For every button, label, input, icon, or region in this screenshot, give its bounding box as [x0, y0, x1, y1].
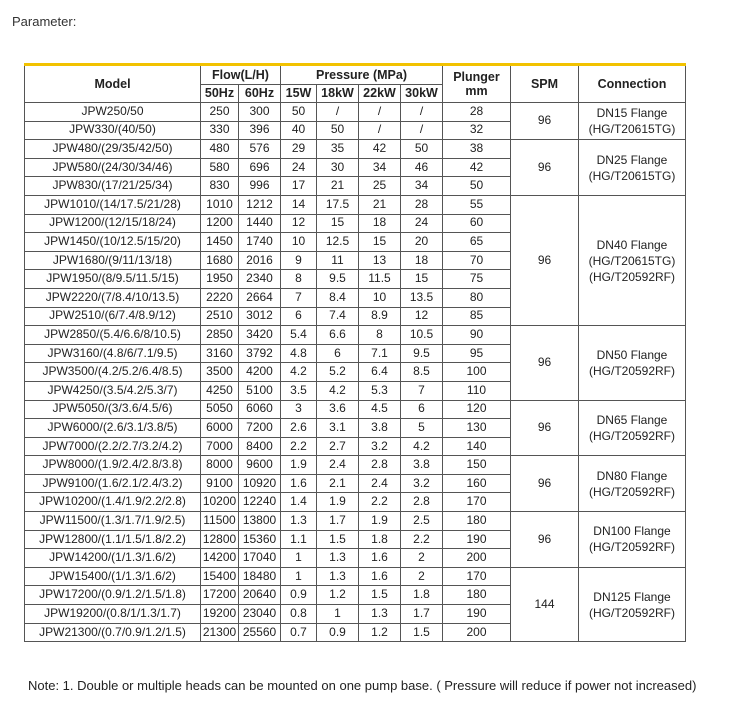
cell-flow-50hz: 5050: [201, 400, 239, 419]
table-row: [25, 512, 686, 531]
cell-model: JPW10200/(1.4/1.9/2.2/2.8): [25, 493, 201, 512]
header-50hz: 50Hz: [201, 85, 239, 103]
cell-pressure-15w: 3: [281, 400, 317, 419]
cell-pressure-22kw: 42: [359, 140, 401, 159]
cell-pressure-22kw: 2.8: [359, 456, 401, 475]
cell-model: JPW9100/(1.6/2.1/2.4/3.2): [25, 474, 201, 493]
cell-flow-50hz: 1950: [201, 270, 239, 289]
cell-pressure-30kw: 34: [401, 177, 443, 196]
cell-model: JPW2510/(6/7.4/8.9/12): [25, 307, 201, 326]
cell-pressure-30kw: 2: [401, 549, 443, 568]
cell-pressure-15w: 1.1: [281, 530, 317, 549]
cell-pressure-30kw: /: [401, 121, 443, 140]
cell-pressure-30kw: 7: [401, 381, 443, 400]
cell-flow-50hz: 6000: [201, 419, 239, 438]
cell-model: JPW12800/(1.1/1.5/1.8/2.2): [25, 530, 201, 549]
cell-plunger: 190: [443, 605, 511, 624]
connection-line: DN65 Flange: [596, 412, 668, 427]
header-connection: Connection: [579, 65, 686, 103]
cell-pressure-15w: 1: [281, 549, 317, 568]
cell-flow-50hz: 21300: [201, 623, 239, 642]
cell-pressure-15w: 4.2: [281, 363, 317, 382]
cell-flow-50hz: 14200: [201, 549, 239, 568]
cell-pressure-15w: 24: [281, 158, 317, 177]
cell-pressure-18kw: 11: [317, 251, 359, 270]
cell-spm: 96: [511, 400, 579, 456]
connection-line: (HG/T20592RF): [588, 605, 676, 620]
table-row: [25, 326, 686, 345]
header-18kw: 18kW: [317, 85, 359, 103]
connection-line: DN125 Flange: [593, 589, 671, 604]
cell-plunger: 190: [443, 530, 511, 549]
cell-model: JPW3160/(4.8/6/7.1/9.5): [25, 344, 201, 363]
header-plunger-label: Plunger: [453, 69, 500, 84]
cell-flow-60hz: 7200: [239, 419, 281, 438]
cell-flow-50hz: 1200: [201, 214, 239, 233]
connection-line: (HG/T20615TG): [588, 122, 676, 137]
cell-plunger: 170: [443, 493, 511, 512]
cell-flow-60hz: 1212: [239, 195, 281, 214]
cell-pressure-22kw: 8: [359, 326, 401, 345]
table-row: [25, 195, 686, 214]
cell-model: JPW21300/(0.7/0.9/1.2/1.5): [25, 623, 201, 642]
cell-flow-60hz: 13800: [239, 512, 281, 531]
cell-pressure-22kw: 4.5: [359, 400, 401, 419]
connection-line: (HG/T20592RF): [588, 540, 676, 555]
cell-connection: [579, 195, 686, 325]
cell-plunger: 140: [443, 437, 511, 456]
cell-flow-50hz: 1010: [201, 195, 239, 214]
cell-pressure-30kw: 3.8: [401, 456, 443, 475]
connection-line: (HG/T20615TG): [588, 168, 676, 183]
cell-pressure-22kw: 1.5: [359, 586, 401, 605]
cell-flow-50hz: 580: [201, 158, 239, 177]
cell-pressure-18kw: 2.4: [317, 456, 359, 475]
cell-pressure-22kw: 1.3: [359, 605, 401, 624]
cell-pressure-18kw: /: [317, 103, 359, 122]
header-flow: Flow(L/H): [201, 65, 281, 85]
cell-model: JPW15400/(1/1.3/1.6/2): [25, 567, 201, 586]
cell-model: JPW14200/(1/1.3/1.6/2): [25, 549, 201, 568]
cell-pressure-22kw: 7.1: [359, 344, 401, 363]
cell-flow-50hz: 9100: [201, 474, 239, 493]
connection-line: (HG/T20592RF): [588, 428, 676, 443]
table-row: [25, 140, 686, 159]
cell-pressure-30kw: 18: [401, 251, 443, 270]
cell-plunger: 38: [443, 140, 511, 159]
cell-flow-50hz: 19200: [201, 605, 239, 624]
cell-pressure-15w: 6: [281, 307, 317, 326]
cell-pressure-15w: 17: [281, 177, 317, 196]
cell-pressure-30kw: 10.5: [401, 326, 443, 345]
cell-flow-50hz: 830: [201, 177, 239, 196]
cell-plunger: 200: [443, 549, 511, 568]
cell-pressure-30kw: 1.5: [401, 623, 443, 642]
cell-flow-50hz: 2850: [201, 326, 239, 345]
cell-plunger: 180: [443, 586, 511, 605]
cell-flow-50hz: 2220: [201, 288, 239, 307]
header-60hz: 60Hz: [239, 85, 281, 103]
header-22kw: 22kW: [359, 85, 401, 103]
cell-pressure-15w: 1: [281, 567, 317, 586]
cell-pressure-18kw: 1.2: [317, 586, 359, 605]
cell-flow-60hz: 396: [239, 121, 281, 140]
connection-line: (HG/T20615TG): [588, 253, 676, 268]
cell-pressure-18kw: 1: [317, 605, 359, 624]
cell-pressure-15w: 14: [281, 195, 317, 214]
cell-pressure-22kw: 3.8: [359, 419, 401, 438]
cell-flow-50hz: 1680: [201, 251, 239, 270]
cell-pressure-30kw: 4.2: [401, 437, 443, 456]
cell-pressure-22kw: 2.4: [359, 474, 401, 493]
connection-line: DN100 Flange: [593, 524, 671, 539]
cell-model: JPW8000/(1.9/2.4/2.8/3.8): [25, 456, 201, 475]
cell-plunger: 90: [443, 326, 511, 345]
cell-pressure-22kw: 6.4: [359, 363, 401, 382]
cell-flow-60hz: 6060: [239, 400, 281, 419]
table-row: [25, 103, 686, 122]
cell-pressure-15w: 12: [281, 214, 317, 233]
cell-pressure-30kw: 13.5: [401, 288, 443, 307]
parameter-table: [24, 63, 686, 642]
cell-flow-60hz: 10920: [239, 474, 281, 493]
cell-model: JPW250/50: [25, 103, 201, 122]
table-row: [25, 456, 686, 475]
cell-flow-60hz: 996: [239, 177, 281, 196]
cell-plunger: 95: [443, 344, 511, 363]
cell-plunger: 180: [443, 512, 511, 531]
connection-line: DN80 Flange: [596, 468, 668, 483]
cell-pressure-15w: 5.4: [281, 326, 317, 345]
cell-flow-50hz: 7000: [201, 437, 239, 456]
cell-pressure-18kw: 50: [317, 121, 359, 140]
cell-pressure-22kw: 13: [359, 251, 401, 270]
cell-connection: [579, 400, 686, 456]
cell-pressure-22kw: /: [359, 121, 401, 140]
cell-plunger: 50: [443, 177, 511, 196]
cell-model: JPW2850/(5.4/6.6/8/10.5): [25, 326, 201, 345]
cell-pressure-30kw: 15: [401, 270, 443, 289]
cell-spm: 96: [511, 326, 579, 400]
cell-model: JPW3500/(4.2/5.2/6.4/8.5): [25, 363, 201, 382]
header-spm: SPM: [511, 65, 579, 103]
cell-plunger: 55: [443, 195, 511, 214]
cell-pressure-22kw: 21: [359, 195, 401, 214]
cell-pressure-18kw: 1.3: [317, 567, 359, 586]
header-plunger: [443, 65, 511, 103]
cell-flow-60hz: 576: [239, 140, 281, 159]
table-row: [25, 567, 686, 586]
cell-pressure-15w: 29: [281, 140, 317, 159]
cell-pressure-18kw: 2.1: [317, 474, 359, 493]
cell-model: JPW330/(40/50): [25, 121, 201, 140]
cell-flow-50hz: 4250: [201, 381, 239, 400]
cell-pressure-30kw: 6: [401, 400, 443, 419]
cell-model: JPW7000/(2.2/2.7/3.2/4.2): [25, 437, 201, 456]
cell-pressure-15w: 4.8: [281, 344, 317, 363]
cell-flow-60hz: 12240: [239, 493, 281, 512]
cell-flow-60hz: 2340: [239, 270, 281, 289]
cell-pressure-18kw: 0.9: [317, 623, 359, 642]
cell-pressure-15w: 1.4: [281, 493, 317, 512]
cell-flow-60hz: 20640: [239, 586, 281, 605]
cell-pressure-15w: 1.3: [281, 512, 317, 531]
cell-flow-60hz: 1740: [239, 233, 281, 252]
cell-plunger: 150: [443, 456, 511, 475]
cell-flow-50hz: 12800: [201, 530, 239, 549]
connection-line: DN15 Flange: [596, 106, 668, 121]
cell-pressure-22kw: 1.9: [359, 512, 401, 531]
cell-plunger: 70: [443, 251, 511, 270]
cell-pressure-18kw: 1.7: [317, 512, 359, 531]
cell-pressure-18kw: 5.2: [317, 363, 359, 382]
cell-flow-60hz: 25560: [239, 623, 281, 642]
cell-pressure-18kw: 2.7: [317, 437, 359, 456]
cell-flow-50hz: 1450: [201, 233, 239, 252]
cell-flow-50hz: 480: [201, 140, 239, 159]
cell-pressure-30kw: 28: [401, 195, 443, 214]
cell-pressure-30kw: 2: [401, 567, 443, 586]
cell-plunger: 65: [443, 233, 511, 252]
cell-model: JPW4250/(3.5/4.2/5.3/7): [25, 381, 201, 400]
cell-pressure-15w: 0.8: [281, 605, 317, 624]
cell-pressure-22kw: 34: [359, 158, 401, 177]
cell-flow-60hz: 3012: [239, 307, 281, 326]
cell-pressure-30kw: 2.8: [401, 493, 443, 512]
cell-model: JPW11500/(1.3/1.7/1.9/2.5): [25, 512, 201, 531]
cell-pressure-30kw: /: [401, 103, 443, 122]
connection-line: (HG/T20592RF): [588, 484, 676, 499]
cell-pressure-15w: 3.5: [281, 381, 317, 400]
cell-plunger: 100: [443, 363, 511, 382]
footnote: Note: 1. Double or multiple heads can be mounted on one pump base. ( Pressure will reduce if power not increased): [28, 678, 697, 693]
cell-spm: 96: [511, 512, 579, 568]
cell-pressure-30kw: 12: [401, 307, 443, 326]
cell-pressure-30kw: 8.5: [401, 363, 443, 382]
cell-connection: [579, 140, 686, 196]
cell-pressure-22kw: 11.5: [359, 270, 401, 289]
cell-pressure-30kw: 46: [401, 158, 443, 177]
cell-plunger: 200: [443, 623, 511, 642]
cell-pressure-15w: 50: [281, 103, 317, 122]
cell-pressure-15w: 1.6: [281, 474, 317, 493]
cell-pressure-18kw: 1.9: [317, 493, 359, 512]
cell-pressure-18kw: 17.5: [317, 195, 359, 214]
cell-plunger: 42: [443, 158, 511, 177]
cell-flow-50hz: 250: [201, 103, 239, 122]
cell-flow-60hz: 9600: [239, 456, 281, 475]
cell-model: JPW580/(24/30/34/46): [25, 158, 201, 177]
cell-pressure-18kw: 35: [317, 140, 359, 159]
cell-spm: 96: [511, 195, 579, 325]
cell-flow-60hz: 4200: [239, 363, 281, 382]
cell-pressure-30kw: 5: [401, 419, 443, 438]
cell-pressure-22kw: 8.9: [359, 307, 401, 326]
cell-pressure-22kw: 25: [359, 177, 401, 196]
cell-spm: 96: [511, 456, 579, 512]
cell-spm: 144: [511, 567, 579, 641]
cell-pressure-22kw: 1.2: [359, 623, 401, 642]
cell-plunger: 170: [443, 567, 511, 586]
cell-pressure-30kw: 2.2: [401, 530, 443, 549]
cell-pressure-15w: 9: [281, 251, 317, 270]
cell-pressure-15w: 2.6: [281, 419, 317, 438]
connection-line: (HG/T20592RF): [588, 269, 676, 284]
cell-plunger: 160: [443, 474, 511, 493]
cell-model: JPW19200/(0.8/1/1.3/1.7): [25, 605, 201, 624]
cell-connection: [579, 326, 686, 400]
cell-model: JPW6000/(2.6/3.1/3.8/5): [25, 419, 201, 438]
cell-flow-50hz: 17200: [201, 586, 239, 605]
connection-line: DN50 Flange: [596, 347, 668, 362]
cell-plunger: 32: [443, 121, 511, 140]
cell-pressure-22kw: 1.8: [359, 530, 401, 549]
cell-connection: [579, 456, 686, 512]
header-15w: 15W: [281, 85, 317, 103]
cell-plunger: 120: [443, 400, 511, 419]
cell-connection: [579, 512, 686, 568]
cell-plunger: 85: [443, 307, 511, 326]
cell-pressure-15w: 40: [281, 121, 317, 140]
connection-line: (HG/T20592RF): [588, 363, 676, 378]
cell-pressure-30kw: 20: [401, 233, 443, 252]
cell-pressure-30kw: 24: [401, 214, 443, 233]
cell-pressure-15w: 1.9: [281, 456, 317, 475]
cell-model: JPW480/(29/35/42/50): [25, 140, 201, 159]
cell-flow-50hz: 3500: [201, 363, 239, 382]
cell-pressure-18kw: 4.2: [317, 381, 359, 400]
cell-model: JPW1450/(10/12.5/15/20): [25, 233, 201, 252]
cell-flow-60hz: 18480: [239, 567, 281, 586]
cell-pressure-18kw: 30: [317, 158, 359, 177]
cell-spm: 96: [511, 140, 579, 196]
cell-pressure-15w: 7: [281, 288, 317, 307]
cell-connection: [579, 103, 686, 140]
cell-model: JPW1680/(9/11/13/18): [25, 251, 201, 270]
cell-plunger: 60: [443, 214, 511, 233]
cell-pressure-30kw: 1.8: [401, 586, 443, 605]
cell-pressure-18kw: 3.1: [317, 419, 359, 438]
cell-pressure-15w: 8: [281, 270, 317, 289]
cell-flow-50hz: 15400: [201, 567, 239, 586]
cell-flow-60hz: 8400: [239, 437, 281, 456]
cell-pressure-18kw: 1.5: [317, 530, 359, 549]
cell-pressure-22kw: /: [359, 103, 401, 122]
cell-pressure-22kw: 1.6: [359, 567, 401, 586]
cell-pressure-22kw: 15: [359, 233, 401, 252]
cell-pressure-30kw: 1.7: [401, 605, 443, 624]
table-row: [25, 400, 686, 419]
cell-flow-60hz: 300: [239, 103, 281, 122]
cell-flow-60hz: 5100: [239, 381, 281, 400]
cell-flow-60hz: 1440: [239, 214, 281, 233]
cell-flow-60hz: 3792: [239, 344, 281, 363]
cell-pressure-18kw: 3.6: [317, 400, 359, 419]
cell-plunger: 110: [443, 381, 511, 400]
cell-flow-60hz: 3420: [239, 326, 281, 345]
cell-pressure-18kw: 8.4: [317, 288, 359, 307]
cell-pressure-18kw: 6: [317, 344, 359, 363]
cell-pressure-30kw: 2.5: [401, 512, 443, 531]
header-pressure: Pressure (MPa): [281, 65, 443, 85]
cell-flow-60hz: 15360: [239, 530, 281, 549]
cell-pressure-30kw: 50: [401, 140, 443, 159]
cell-pressure-15w: 10: [281, 233, 317, 252]
cell-pressure-30kw: 3.2: [401, 474, 443, 493]
cell-pressure-18kw: 7.4: [317, 307, 359, 326]
cell-pressure-22kw: 1.6: [359, 549, 401, 568]
cell-model: JPW2220/(7/8.4/10/13.5): [25, 288, 201, 307]
cell-model: JPW830/(17/21/25/34): [25, 177, 201, 196]
cell-model: JPW5050/(3/3.6/4.5/6): [25, 400, 201, 419]
cell-flow-60hz: 17040: [239, 549, 281, 568]
cell-model: JPW1010/(14/17.5/21/28): [25, 195, 201, 214]
table-body: [25, 103, 686, 642]
cell-flow-60hz: 2016: [239, 251, 281, 270]
cell-pressure-30kw: 9.5: [401, 344, 443, 363]
header-plunger-unit: mm: [465, 84, 488, 98]
cell-pressure-22kw: 3.2: [359, 437, 401, 456]
header-model: Model: [25, 65, 201, 103]
cell-model: JPW17200/(0.9/1.2/1.5/1.8): [25, 586, 201, 605]
cell-pressure-22kw: 5.3: [359, 381, 401, 400]
cell-spm: 96: [511, 103, 579, 140]
cell-pressure-18kw: 21: [317, 177, 359, 196]
cell-pressure-22kw: 18: [359, 214, 401, 233]
page-title: Parameter:: [12, 14, 77, 29]
cell-flow-60hz: 23040: [239, 605, 281, 624]
cell-pressure-15w: 2.2: [281, 437, 317, 456]
cell-plunger: 28: [443, 103, 511, 122]
cell-pressure-15w: 0.7: [281, 623, 317, 642]
cell-pressure-15w: 0.9: [281, 586, 317, 605]
cell-connection: [579, 567, 686, 641]
cell-flow-60hz: 696: [239, 158, 281, 177]
header-30kw: 30kW: [401, 85, 443, 103]
cell-flow-60hz: 2664: [239, 288, 281, 307]
cell-model: JPW1950/(8/9.5/11.5/15): [25, 270, 201, 289]
connection-line: DN25 Flange: [596, 152, 668, 167]
cell-flow-50hz: 10200: [201, 493, 239, 512]
cell-flow-50hz: 11500: [201, 512, 239, 531]
cell-pressure-22kw: 10: [359, 288, 401, 307]
cell-plunger: 80: [443, 288, 511, 307]
cell-pressure-18kw: 15: [317, 214, 359, 233]
cell-plunger: 75: [443, 270, 511, 289]
cell-flow-50hz: 2510: [201, 307, 239, 326]
cell-pressure-18kw: 12.5: [317, 233, 359, 252]
connection-line: DN40 Flange: [596, 237, 668, 252]
cell-pressure-18kw: 9.5: [317, 270, 359, 289]
cell-plunger: 130: [443, 419, 511, 438]
cell-flow-50hz: 8000: [201, 456, 239, 475]
cell-pressure-18kw: 1.3: [317, 549, 359, 568]
cell-flow-50hz: 3160: [201, 344, 239, 363]
cell-model: JPW1200/(12/15/18/24): [25, 214, 201, 233]
cell-pressure-18kw: 6.6: [317, 326, 359, 345]
cell-flow-50hz: 330: [201, 121, 239, 140]
cell-pressure-22kw: 2.2: [359, 493, 401, 512]
